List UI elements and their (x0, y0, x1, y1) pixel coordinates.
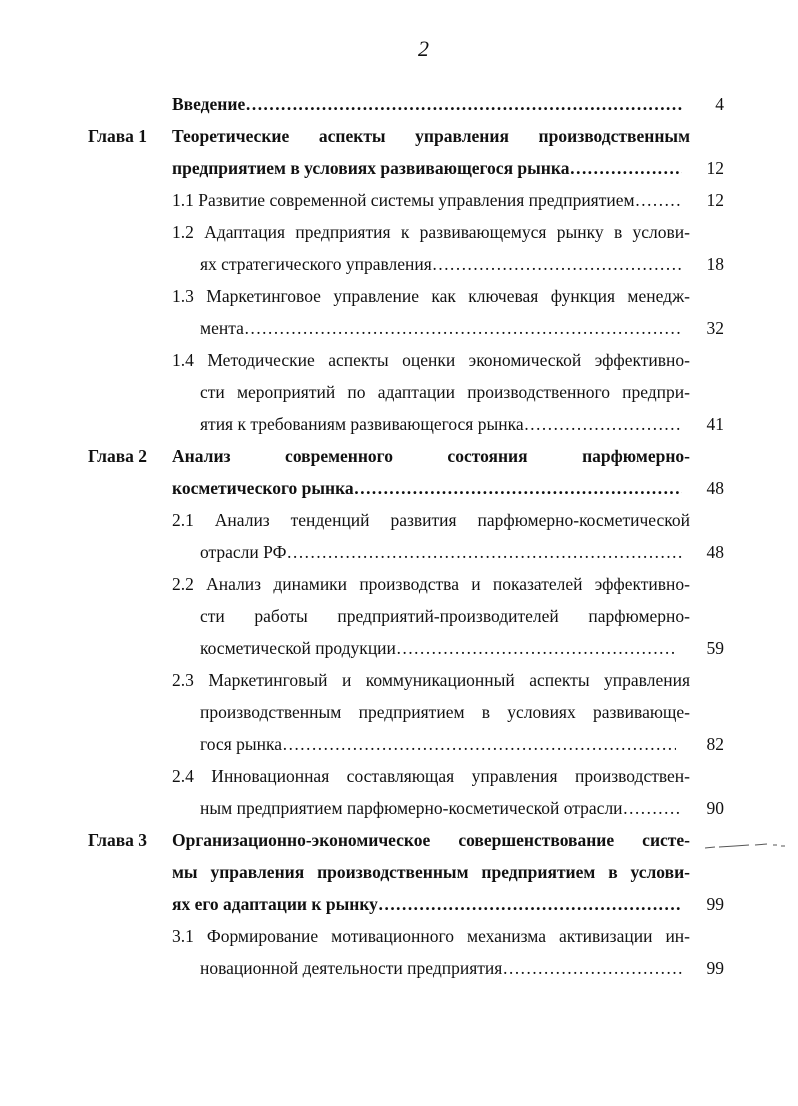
page-number: 2 (418, 36, 429, 61)
section-1-1-page: 12 (706, 190, 724, 210)
chapter-1-title-line2: предприятием в условиях развивающегося рынка ……………………………………………………………………………………………………………………………………………… (172, 152, 682, 184)
chapter-3-label: Глава 3 (88, 830, 148, 850)
section-2-3-line1: 2.3 Маркетинговый и коммуникационный аспекты управления (172, 670, 690, 690)
toc-intro-title: Введение (172, 94, 246, 114)
section-2-2-line2: сти работы предприятий-производителей парфюмерно- (200, 606, 690, 626)
chapter-2-title-line1: Анализ современного состояния парфюмерно- (172, 446, 690, 466)
section-2-1-line1: 2.1 Анализ тенденций развития парфюмерно-косметической (172, 510, 690, 530)
section-2-1-page: 48 (706, 542, 724, 562)
section-1-4-page: 41 (706, 414, 724, 434)
section-1-2-line1: 1.2 Адаптация предприятия к развивающемуся рынку в услови- (172, 222, 690, 242)
section-2-1-line2: отрасли РФ ……………………………………………………………………………………………………………………………………………… (200, 536, 682, 568)
section-1-4-line3: ятия к требованиям развивающегося рынка ……………………………………………………………………………………………………………………………………………… (200, 408, 682, 440)
section-2-3-line2: производственным предприятием в условиях развивающе- (200, 702, 690, 722)
leader-dots (282, 728, 676, 760)
chapter-1-label: Глава 1 (88, 126, 148, 146)
section-3-1-page: 99 (706, 958, 724, 978)
section-3-1-line1: 3.1 Формирование мотивационного механизма активизации ин- (172, 926, 690, 946)
section-1-3-page: 32 (706, 318, 724, 338)
leader-dots (432, 248, 682, 280)
section-2-2-page: 59 (706, 638, 724, 658)
leader-dots (569, 152, 682, 184)
leader-dots (378, 888, 682, 920)
section-1-2-line2: ях стратегического управления ……………………………………………………………………………………………………………………………………………… (200, 248, 682, 280)
section-1-2-page: 18 (706, 254, 724, 274)
chapter-2-title-line2: косметического рынка ……………………………………………………………………………………………………………………………………………… (172, 472, 682, 504)
leader-dots (635, 184, 682, 216)
section-1-3-line1: 1.3 Маркетинговое управление как ключевая функция менедж- (172, 286, 690, 306)
section-2-4-line1: 2.4 Инновационная составляющая управления производствен- (172, 766, 690, 786)
leader-dots (524, 408, 682, 440)
chapter-1-title-line1: Теоретические аспекты управления производственным (172, 126, 690, 146)
section-1-4-line1: 1.4 Методические аспекты оценки экономической эффективно- (172, 350, 690, 370)
leader-dots (245, 88, 682, 120)
leader-dots (244, 312, 682, 344)
section-2-3-page: 82 (706, 734, 724, 754)
leader-dots (502, 952, 682, 984)
chapter-1-page: 12 (706, 158, 724, 178)
section-2-4-page: 90 (706, 798, 724, 818)
section-1-1: 1.1 Развитие современной системы управления предприятием ……………………………………………………………………………………………………………………………………………… (172, 184, 682, 216)
chapter-2-label: Глава 2 (88, 446, 148, 466)
chapter-3-title-line2: мы управления производственным предприятием в услови- (172, 862, 690, 882)
leader-dots (396, 632, 676, 664)
section-3-1-line2: новационной деятельности предприятия ……………………………………………………………………………………………………………………………………………… (200, 952, 682, 984)
chapter-3-title-line3: ях его адаптации к рынку ……………………………………………………………………………………………………………………………………………… (172, 888, 682, 920)
leader-dots (286, 536, 682, 568)
chapter-3-title-line1: Организационно-экономическое совершенствование систе- (172, 830, 690, 850)
scan-artifact-mark (705, 843, 785, 849)
chapter-3-page: 99 (706, 894, 724, 914)
leader-dots (623, 792, 682, 824)
section-1-4-line2: сти мероприятий по адаптации производственного предпри- (200, 382, 690, 402)
section-1-3-line2: мента ……………………………………………………………………………………………………………………………………………… (200, 312, 682, 344)
toc-entry-intro (172, 88, 682, 120)
chapter-2-page: 48 (706, 478, 724, 498)
leader-dots (354, 472, 682, 504)
section-2-4-line2: ным предприятием парфюмерно-косметической отрасли ……………………………………………………………………………………………………………………………………………… (200, 792, 682, 824)
section-2-2-line3: косметической продукции ……………………………………………………………………………………………………………………………………………… (200, 632, 676, 664)
section-2-2-line1: 2.2 Анализ динамики производства и показателей эффективно- (172, 574, 690, 594)
toc-intro-page: 4 (715, 94, 724, 114)
section-2-3-line3: гося рынка ……………………………………………………………………………………………………………………………………………… (200, 728, 676, 760)
